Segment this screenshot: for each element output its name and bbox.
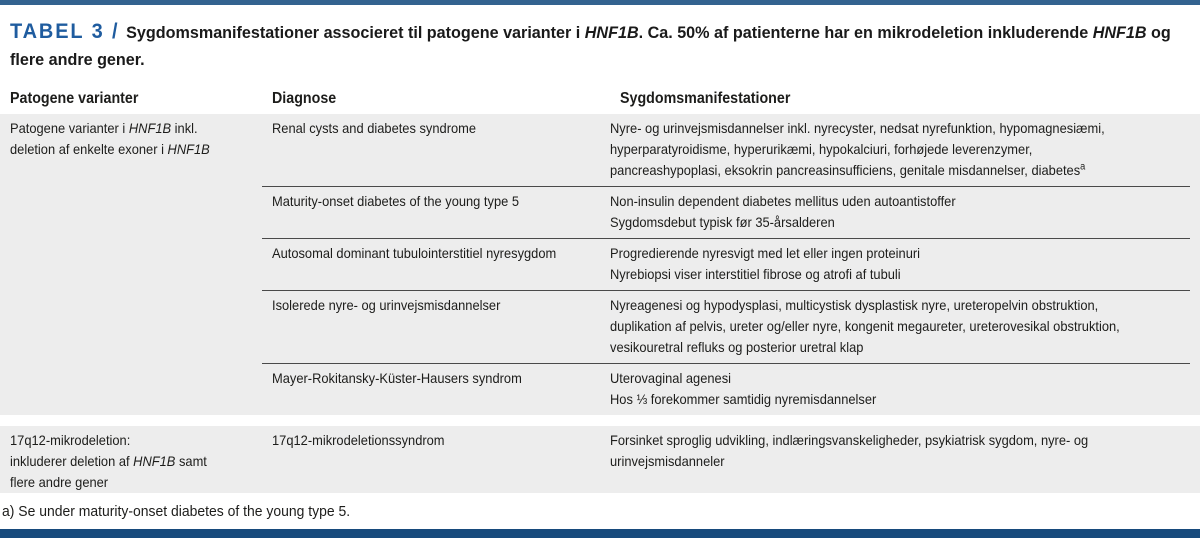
table-title xyxy=(10,18,1190,73)
col-header-sygdomsmanifestationer: Sygdomsmanifestationer xyxy=(620,90,791,107)
group-separator xyxy=(0,415,1200,421)
manifestations-cell: Forsinket sproglig udvikling, indlæringsvanskeligheder, psykiatrisk sygdom, nyre- og urinvejsmisdanneler xyxy=(610,432,1089,469)
variant-cell: 17q12-mikrodeletion: inkluderer deletion af HNF1B samt flere andre gener xyxy=(10,432,207,490)
diagnose-cell: Maturity-onset diabetes of the young type 5 xyxy=(272,193,520,209)
col-header-patogene-varianter: Patogene varianter xyxy=(10,90,139,107)
table-row xyxy=(262,186,1190,238)
diagnose-cell: 17q12-mikrodeletionssyndrom xyxy=(272,432,445,448)
footnote: a) Se under maturity-onset diabetes of the young type 5. xyxy=(2,503,351,520)
table-row xyxy=(262,426,1190,477)
diagnose-cell: Renal cysts and diabetes syndrome xyxy=(272,120,477,136)
diagnose-cell: Mayer-Rokitansky-Küster-Hausers syndrom xyxy=(272,370,522,386)
diagnose-cell: Isolerede nyre- og urinvejsmisdannelser xyxy=(272,297,501,313)
table-row xyxy=(262,363,1190,415)
manifestations-cell: Progredierende nyresvigt med let eller ingen proteinuri Nyrebiopsi viser interstitiel fibrose og atrofi af tubuli xyxy=(610,245,921,282)
table-caption: Sygdomsmanifestationer associeret til patogene varianter i HNF1B. Ca. 50% af patienterne har en mikrodeletion inkluderende HNF1B og flere andre gener. xyxy=(10,23,1171,69)
manifestations-cell: Nyre- og urinvejsmisdannelser inkl. nyrecyster, nedsat nyrefunktion, hypomagnesiæmi, hyperparatyroidisme, hyperurikæmi, hypokalciuri, forhøjede leverenzymer, pancreashypoplasi, eksokrin pancreasinsufficiens, genitale misdannelser, diabetes$^a$ xyxy=(610,120,1105,178)
diagnose-cell: Autosomal dominant tubulointerstitiel nyresygdom xyxy=(272,245,557,261)
top-accent-bar xyxy=(0,0,1200,5)
variant-group-17q12 xyxy=(0,426,1200,493)
table-row xyxy=(262,238,1190,290)
bottom-accent-bar xyxy=(0,529,1200,538)
manifestations-cell: Uterovaginal agenesi Hos ⅓ forekommer samtidig nyremisdannelser xyxy=(610,370,877,407)
table-row xyxy=(262,290,1190,363)
col-header-diagnose: Diagnose xyxy=(272,90,337,107)
manifestations-cell: Non-insulin dependent diabetes mellitus uden autoantistoffer Sygdomsdebut typisk før 35-årsalderen xyxy=(610,193,956,230)
variant-cell: Patogene varianter i HNF1B inkl. deletion af enkelte exoner i HNF1B xyxy=(10,120,210,157)
table-number-label: TABEL 3 / xyxy=(10,20,120,43)
column-header-row xyxy=(0,88,1200,109)
table-row xyxy=(262,114,1190,186)
variant-group-hnf1b xyxy=(0,114,1200,415)
manifestations-cell: Nyreagenesi og hypodysplasi, multicystisk dysplastisk nyre, ureteropelvin obstruktion, duplikation af pelvis, ureter og/eller nyre, kongenit megaureter, ureterovesikal obstruktion, vesikouretral refluks og posterior uretral klap xyxy=(610,297,1120,355)
